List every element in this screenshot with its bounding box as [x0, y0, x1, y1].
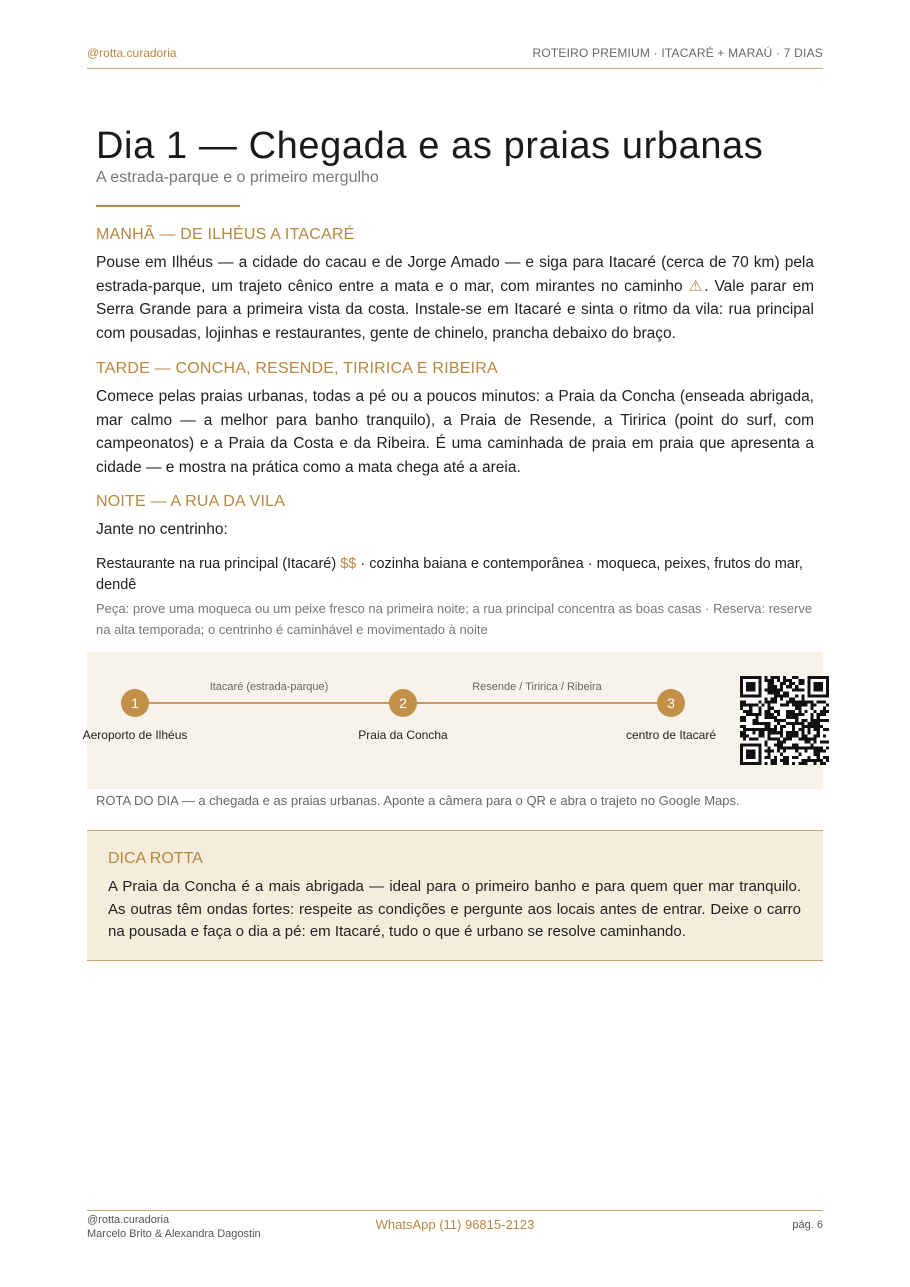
- page-subtitle: A estrada-parque e o primeiro mergulho: [96, 169, 379, 186]
- page-number: pág. 6: [792, 1219, 823, 1231]
- warning-icon: ⚠: [688, 277, 705, 295]
- section-heading-afternoon: TARDE — CONCHA, RESENDE, TIRIRICA E RIBEIRA: [96, 360, 498, 377]
- morning-text-b: . Vale parar em Serra Grande para a primeira vista da costa. Instale-se em Itacaré e sinta o ritmo da vila: rua principal com pousadas, lojinhas e restaurantes, gente de chinelo, prancha debaixo do braço.: [96, 277, 814, 342]
- whatsapp-contact[interactable]: WhatsApp (11) 96815-2123: [375, 1217, 535, 1232]
- section-morning: [96, 225, 814, 345]
- morning-text-a: Pouse em Ilhéus — a cidade do cacau e de Jorge Amado — e siga para Itacaré (cerca de 70 km) pela estrada-parque, um trajeto cênico entre a mata e o mar, com mirantes no caminho: [96, 254, 814, 295]
- tip-title: DICA ROTTA: [108, 850, 203, 867]
- tip-box: [87, 830, 823, 961]
- section-heading-night: NOITE — A RUA DA VILA: [96, 493, 286, 510]
- afternoon-paragraph: Comece pelas praias urbanas, todas a pé ou a poucos minutos: a Praia da Concha (enseada abrigada, mar calmo — a melhor para banho tranquilo), a Praia de Resende, a Tiririca (point do surf, com campeonatos) e a Praia da Costa e da Ribeira. É uma caminhada de praia em praia que apresenta a cidade — e mostra na prática como a mata chega até a areia.: [96, 388, 814, 476]
- section-night: [96, 492, 814, 640]
- page-footer: [87, 1210, 823, 1240]
- restaurant-name: Restaurante na rua principal (Itacaré): [96, 555, 337, 572]
- route-caption: ROTA DO DIA — a chegada e as praias urbanas. Aponte a câmera para o QR e abra o trajeto no Google Maps.: [96, 793, 740, 808]
- restaurant-entry: [96, 554, 814, 596]
- route-segment-label-2: Resende / Tiririca / Ribeira: [472, 681, 602, 693]
- restaurant-note: Peça: prove uma moqueca ou um peixe fresco na primeira noite; a rua principal concentra as boas casas · Reserva: reserve na alta temporada; o centrinho é caminhável e movimentado à noite: [96, 600, 813, 637]
- qr-code-icon[interactable]: [740, 676, 829, 765]
- footer-handle: @rotta.curadoria: [87, 1214, 170, 1226]
- page-title: Dia 1 — Chegada e as praias urbanas: [96, 125, 764, 167]
- price-badge: $$: [340, 555, 357, 572]
- day-title-block: [96, 124, 814, 207]
- restaurant-description: · cozinha baiana e contemporânea · moqueca, peixes, frutos do mar, dendê: [96, 555, 803, 593]
- section-heading-morning: MANHÃ — DE ILHÉUS A ITACARÉ: [96, 226, 355, 243]
- title-divider: [96, 205, 240, 207]
- route-segment-line-2: [417, 702, 657, 704]
- route-segment-label-1: Itacaré (estrada-parque): [209, 681, 329, 693]
- brand-handle: @rotta.curadoria: [87, 46, 177, 60]
- section-afternoon: [96, 359, 814, 479]
- page-header: [87, 46, 823, 69]
- route-stop-1-label: Aeroporto de Ilhéus: [82, 728, 188, 742]
- route-stop-2-label: Praia da Concha: [358, 728, 448, 742]
- route-stop-3-label: centro de Itacaré: [625, 728, 717, 742]
- route-stop-1-marker: 1: [121, 689, 149, 717]
- route-diagram: [87, 652, 823, 789]
- morning-paragraph: [96, 251, 814, 345]
- tip-text: A Praia da Concha é a mais abrigada — ideal para o primeiro banho e para quem quer mar tranquilo. As outras têm ondas fortes: respeite as condições e pergunte aos locais antes de entrar. Deixe o carro na pousada e faça o dia a pé: em Itacaré, tudo o que é urbano se resolve caminhando.: [108, 878, 801, 940]
- route-segment-line-1: [149, 702, 389, 704]
- route-stop-2-marker: 2: [389, 689, 417, 717]
- document-title: ROTEIRO PREMIUM · ITACARÉ + MARAÚ · 7 DIAS: [532, 46, 823, 60]
- night-intro: Jante no centrinho:: [96, 521, 228, 538]
- route-stop-3-marker: 3: [657, 689, 685, 717]
- footer-authors: Marcelo Brito & Alexandra Dagostin: [87, 1228, 261, 1240]
